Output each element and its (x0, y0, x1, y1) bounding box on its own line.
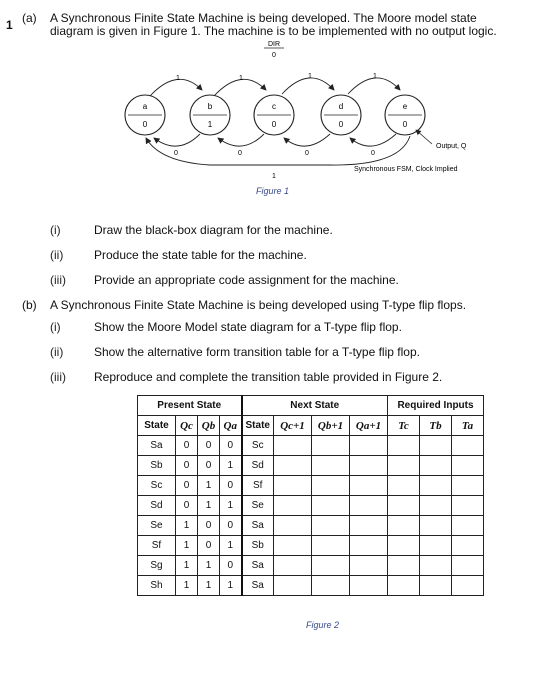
col-state: State (138, 416, 176, 436)
state-e (385, 95, 425, 135)
table-row (138, 576, 484, 596)
state-b-name: b (207, 102, 213, 111)
table-row (138, 536, 484, 556)
cell-qc: 1 (176, 516, 198, 536)
cell-empty (312, 556, 350, 576)
cell-empty (452, 576, 484, 596)
figure1-caption: Figure 1 (256, 186, 290, 196)
output-label: Output, Q (436, 143, 467, 150)
cell-empty (420, 516, 452, 536)
cell-next-state: Sa (242, 556, 274, 576)
part-a-text-line2: diagram is given in Figure 1. The machine is to be implemented with no output logic. (50, 24, 497, 38)
cell-state: Sd (138, 496, 176, 516)
cell-empty (388, 496, 420, 516)
cell-empty (274, 456, 312, 476)
cell-next-state: Sa (242, 516, 274, 536)
table-group-header-row (138, 396, 484, 416)
cell-empty (350, 556, 388, 576)
table-row (138, 496, 484, 516)
cell-qc: 1 (176, 556, 198, 576)
part-b-label: (b) (22, 298, 37, 312)
transition-d-e (348, 78, 400, 94)
cell-empty (420, 556, 452, 576)
cell-empty (274, 516, 312, 536)
state-c-output: 0 (271, 120, 277, 129)
cell-empty (274, 536, 312, 556)
cell-next-state: Sa (242, 576, 274, 596)
backward-label-2: 0 (238, 150, 242, 157)
cell-qc: 1 (176, 576, 198, 596)
cell-empty (274, 556, 312, 576)
cell-empty (350, 516, 388, 536)
cell-qc: 0 (176, 496, 198, 516)
cell-qa: 1 (220, 576, 242, 596)
cell-qc: 1 (176, 536, 198, 556)
cell-empty (452, 536, 484, 556)
col-qb1: Qb+1 (312, 416, 350, 436)
backward-label-3: 0 (305, 150, 309, 157)
col-next-state: State (242, 416, 274, 436)
cell-empty (388, 456, 420, 476)
cell-empty (312, 456, 350, 476)
cell-empty (420, 576, 452, 596)
cell-qb: 1 (198, 556, 220, 576)
question-number: 1 (6, 18, 13, 32)
cell-empty (312, 496, 350, 516)
cell-state: Sa (138, 436, 176, 456)
cell-qc: 0 (176, 476, 198, 496)
part-b-ii-text: Show the alternative form transition table for a T-type flip flop. (94, 345, 420, 359)
forward-label-3: 1 (308, 73, 312, 80)
transition-d-c (284, 134, 330, 146)
state-d-name: d (338, 102, 344, 111)
part-b-ii-label: (ii) (50, 345, 64, 359)
cell-empty (420, 496, 452, 516)
cell-empty (452, 496, 484, 516)
cell-qc: 0 (176, 436, 198, 456)
forward-label-2: 1 (239, 75, 243, 82)
part-a-i-label: (i) (50, 223, 61, 237)
cell-qa: 0 (220, 436, 242, 456)
part-a-ii-text: Produce the state table for the machine. (94, 248, 307, 262)
col-qb: Qb (198, 416, 220, 436)
cell-qc: 0 (176, 456, 198, 476)
cell-empty (388, 536, 420, 556)
table-row (138, 476, 484, 496)
cell-empty (420, 456, 452, 476)
cell-empty (388, 476, 420, 496)
cell-empty (452, 436, 484, 456)
forward-label-1: 1 (176, 75, 180, 82)
col-qa: Qa (220, 416, 242, 436)
cell-state: Sc (138, 476, 176, 496)
cell-qa: 0 (220, 476, 242, 496)
state-c-name: c (272, 102, 276, 111)
col-qc1: Qc+1 (274, 416, 312, 436)
state-a-output: 0 (142, 120, 148, 129)
cell-empty (388, 556, 420, 576)
state-e-output: 0 (402, 120, 408, 129)
cell-empty (452, 556, 484, 576)
cell-state: Sb (138, 456, 176, 476)
header-next-state: Next State (242, 396, 388, 416)
cell-empty (350, 536, 388, 556)
cell-qa: 0 (220, 556, 242, 576)
col-qc: Qc (176, 416, 198, 436)
state-a-name: a (142, 102, 148, 111)
cell-empty (420, 476, 452, 496)
cell-qb: 1 (198, 576, 220, 596)
transition-e-d (350, 134, 396, 146)
part-a-iii-label: (iii) (50, 273, 66, 287)
cell-qb: 1 (198, 476, 220, 496)
cell-qb: 0 (198, 456, 220, 476)
cell-next-state: Sd (242, 456, 274, 476)
cell-empty (274, 476, 312, 496)
dir-value: 0 (272, 52, 276, 59)
part-a-text-line1: A Synchronous Finite State Machine is being developed. The Moore model state (50, 11, 477, 25)
col-tc: Tc (388, 416, 420, 436)
part-b-iii-text: Reproduce and complete the transition table provided in Figure 2. (94, 370, 443, 384)
part-b-iii-label: (iii) (50, 370, 66, 384)
cell-state: Sg (138, 556, 176, 576)
cell-empty (350, 476, 388, 496)
state-b-output: 1 (207, 120, 213, 129)
cell-state: Sf (138, 536, 176, 556)
cell-empty (274, 436, 312, 456)
cell-next-state: Se (242, 496, 274, 516)
cell-empty (274, 496, 312, 516)
cell-qa: 0 (220, 516, 242, 536)
cell-empty (388, 516, 420, 536)
cell-next-state: Sc (242, 436, 274, 456)
col-ta: Ta (452, 416, 484, 436)
state-d-output: 0 (338, 120, 344, 129)
part-a-label: (a) (22, 11, 37, 25)
cell-qa: 1 (220, 496, 242, 516)
cell-empty (312, 436, 350, 456)
cell-qb: 0 (198, 536, 220, 556)
table-row (138, 456, 484, 476)
cell-qa: 1 (220, 536, 242, 556)
cell-empty (312, 516, 350, 536)
cell-empty (452, 456, 484, 476)
cell-empty (350, 496, 388, 516)
col-qa1: Qa+1 (350, 416, 388, 436)
cell-empty (312, 536, 350, 556)
part-a-i-text: Draw the black-box diagram for the machine. (94, 223, 333, 237)
table-row (138, 436, 484, 456)
cell-next-state: Sf (242, 476, 274, 496)
cell-empty (350, 456, 388, 476)
table-row (138, 516, 484, 536)
cell-qb: 0 (198, 436, 220, 456)
wrap-label: 1 (272, 173, 276, 180)
state-c (254, 95, 294, 135)
col-tb: Tb (420, 416, 452, 436)
part-b-text: A Synchronous Finite State Machine is being developed using T-type flip flops. (50, 298, 467, 312)
cell-qb: 1 (198, 496, 220, 516)
cell-empty (350, 436, 388, 456)
cell-empty (388, 436, 420, 456)
cell-qa: 1 (220, 456, 242, 476)
state-e-name: e (402, 102, 408, 111)
dir-label: DIR (267, 41, 281, 48)
backward-label-4: 0 (371, 150, 375, 157)
part-a-ii-label: (ii) (50, 248, 64, 262)
cell-empty (274, 576, 312, 596)
table-row (138, 556, 484, 576)
state-a (125, 95, 165, 135)
transition-table (137, 395, 484, 596)
transition-b-a (154, 134, 200, 146)
figure2-caption: Figure 2 (306, 620, 340, 630)
table-column-header-row (138, 416, 484, 436)
output-pointer (416, 130, 432, 144)
backward-label-1: 0 (174, 150, 178, 157)
header-required-inputs: Required Inputs (388, 396, 484, 416)
forward-label-4: 1 (373, 73, 377, 80)
cell-next-state: Sb (242, 536, 274, 556)
cell-empty (420, 536, 452, 556)
transition-c-d (282, 78, 334, 94)
part-a-iii-text: Provide an appropriate code assignment for the machine. (94, 273, 399, 287)
cell-empty (388, 576, 420, 596)
figure1-state-diagram (0, 38, 553, 238)
transition-c-b (218, 134, 264, 146)
cell-state: Se (138, 516, 176, 536)
cell-empty (312, 576, 350, 596)
state-d (321, 95, 361, 135)
diagram-note: Synchronous FSM, Clock Implied (354, 166, 458, 173)
cell-empty (420, 436, 452, 456)
state-b (190, 95, 230, 135)
header-present-state: Present State (138, 396, 242, 416)
cell-empty (452, 516, 484, 536)
cell-state: Sh (138, 576, 176, 596)
cell-empty (350, 576, 388, 596)
cell-empty (312, 476, 350, 496)
cell-empty (452, 476, 484, 496)
cell-qb: 0 (198, 516, 220, 536)
part-b-i-text: Show the Moore Model state diagram for a T-type flip flop. (94, 320, 402, 334)
part-b-i-label: (i) (50, 320, 61, 334)
